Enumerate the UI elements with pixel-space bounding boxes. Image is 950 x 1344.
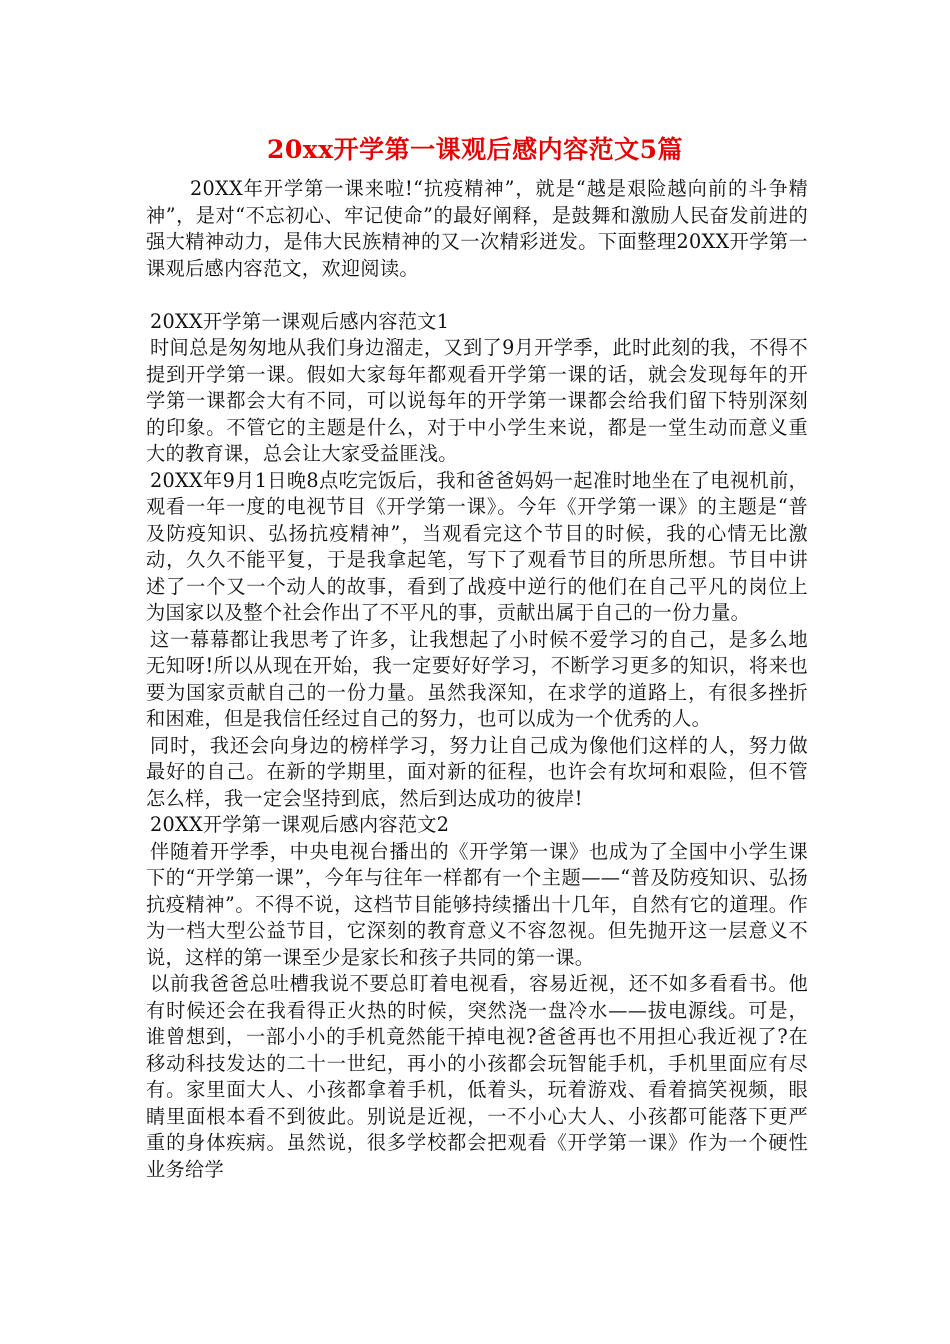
document-title: 20xx开学第一课观后感内容范文5篇 [267, 135, 683, 164]
body-paragraph: 以前我爸爸总吐槽我说不要总盯着电视看，容易近视，还不如多看看书。他有时候还会在我看得正火热的时候，突然浇一盘冷水——拔电源线。可是，谁曾想到，一部小小的手机竟然能干掉电视?爸爸再也不用担心我近视了?在移动科技发达的二十一世纪，再小的小孩都会玩智能手机，手机里面应有尽有。家里面大人、小孩都拿着手机，低着头，玩着游戏、看着搞笑视频，眼睛里面根本看不到彼此。别说是近视，一不小心大人、小孩都可能落下更严重的身体疾病。虽然说，很多学校都会把观看《开学第一课》作为一个硬性业务给学 [146, 972, 808, 1181]
intro-paragraph: 20XX年开学第一课来啦!“抗疫精神”，就是“越是艰险越向前的斗争精神”，是对“不忘初心、牢记使命”的最好阐释，是鼓舞和激励人民奋发前进的强大精神动力，是伟大民族精神的又一次精彩迸发。下面整理20XX开学第一课观后感内容范文，欢迎阅读。 [146, 177, 808, 280]
body-paragraph: 同时，我还会向身边的榜样学习，努力让自己成为像他们这样的人，努力做最好的自己。在新的学期里，面对新的征程，也许会有坎坷和艰险，但不管怎么样，我一定会坚持到底，然后到达成功的彼岸! [146, 733, 808, 810]
section-heading-2: 20XX开学第一课观后感内容范文2 [150, 813, 450, 836]
body-paragraph: 时间总是匆匆地从我们身边溜走，又到了9月开学季，此时此刻的我，不得不提到开学第一课。假如大家每年都观看开学第一课的话，就会发现每年的开学第一课都会大有不同，可以说每年的开学第一课都会给我们留下特别深刻的印象。不管它的主题是什么，对于中小学生来说，都是一堂生动而意义重大的教育课，总会让大家受益匪浅。 [146, 336, 808, 465]
document-body [146, 176, 808, 1183]
section-heading-1: 20XX开学第一课观后感内容范文1 [150, 309, 450, 333]
body-paragraph: 20XX年9月1日晚8点吃完饭后，我和爸爸妈妈一起准时地坐在了电视机前，观看一年一度的电视节目《开学第一课》。今年《开学第一课》的主题是“普及防疫知识、弘扬抗疫精神”，当观看完这个节目的时候，我的心情无比激动，久久不能平复，于是我拿起笔，写下了观看节目的所思所想。节目中讲述了一个又一个动人的故事，看到了战疫中逆行的他们在自己平凡的岗位上为国家以及整个社会作出了不平凡的事，贡献出属于自己的一份力量。 [146, 468, 808, 624]
blank-line [146, 282, 808, 309]
body-paragraph: 这一幕幕都让我思考了许多，让我想起了小时候不爱学习的自己，是多么地无知呀!所以从现在开始，我一定要好好学习，不断学习更多的知识，将来也要为国家贡献自己的一份力量。虽然我深知，在求学的道路上，有很多挫折和困难，但是我信任经过自己的努力，也可以成为一个优秀的人。 [146, 627, 808, 730]
body-paragraph: 伴随着开学季，中央电视台播出的《开学第一课》也成为了全国中小学生课下的“开学第一课”，今年与往年一样都有一个主题——“普及防疫知识、弘扬抗疫精神”。不得不说，这档节目能够持续播出十几年，自然有它的道理。作为一档大型公益节目，它深刻的教育意义不容忽视。但先抛开这一层意义不说，这样的第一课至少是家长和孩子共同的第一课。 [146, 839, 808, 969]
